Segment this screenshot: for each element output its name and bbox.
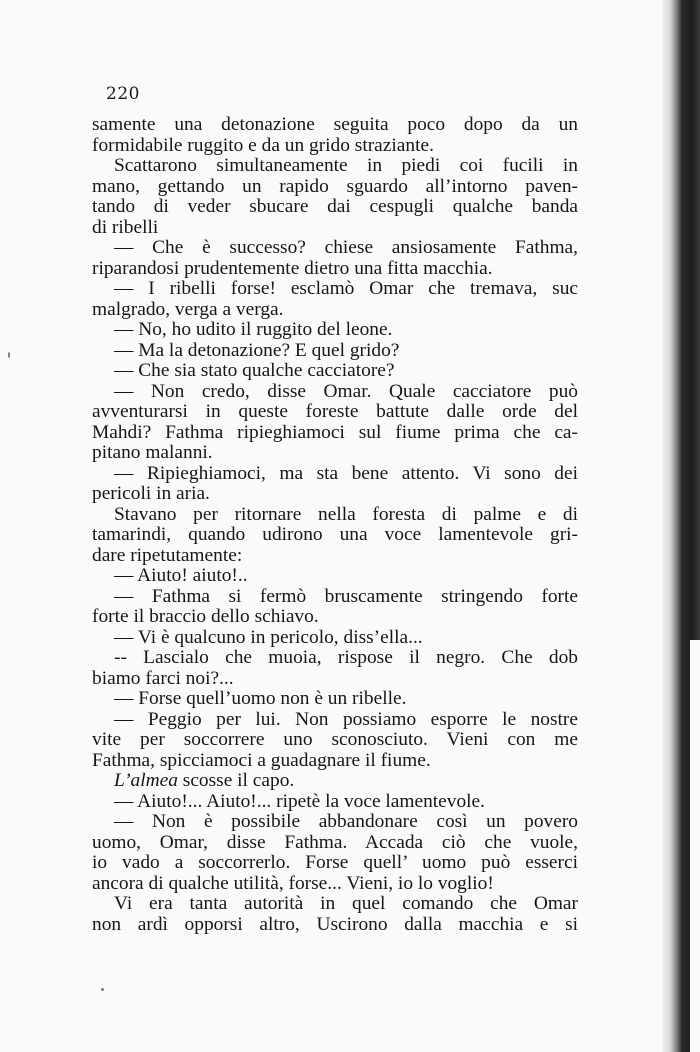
text-line: — No, ho udito il ruggito del leone. (114, 319, 393, 340)
text-line: vite per soccorrere uno sconosciuto. Vieni con me (92, 729, 578, 750)
page-edge (690, 640, 700, 1052)
text-line: dare ripetutamente: (92, 544, 243, 566)
text-line: — Ripieghiamoci, ma sta bene attento. Vi sono dei (114, 462, 578, 484)
text-line (92, 771, 578, 792)
text-line: Mahdi? Fathma ripieghiamoci sul fiume prima che ca- (92, 421, 578, 443)
text-line: io vado a soccorrerlo. Forse quell’ uomo può esserci (92, 852, 578, 873)
text-line: Scattarono simultaneamente in piedi coi fucili in (114, 155, 578, 176)
text-line: biamo farci noi?... (92, 667, 234, 689)
text-line: ancora di qualche utilità, forse... Vieni, io lo voglio! (92, 872, 494, 894)
text-line: tando di veder sbucare dai cespugli qualche banda (92, 196, 578, 217)
text-line: Fathma, spicciamoci a guadagnare il fiume. (92, 749, 431, 771)
text-line: — I ribelli forse! esclamò Omar che tremava, suc (114, 278, 578, 299)
text-line: di ribelli (92, 216, 159, 238)
text-line: — Peggio per lui. Non possiamo esporre le nostre (114, 708, 578, 730)
text-line: -- Lascialo che muoia, rispose il negro. Che dob (114, 647, 578, 668)
text-line: avventurarsi in queste foreste battute dalle orde del (92, 401, 578, 422)
paper-speck (101, 988, 104, 991)
text-line: uomo, Omar, disse Fathma. Accada ciò che vuole, (92, 831, 578, 853)
text-line: riparandosi prudentemente dietro una fitta macchia. (92, 257, 493, 279)
italic-word: L’almea (114, 770, 178, 791)
text-line: formidabile ruggito e da un grido straziante. (92, 134, 434, 156)
text-line: tamarindi, quando udirono una voce lamentevole gri- (92, 524, 578, 545)
page-number: 220 (106, 84, 140, 104)
text-line: — Ma la detonazione? E quel grido? (114, 339, 400, 361)
text-line: — Aiuto!... Aiuto!... ripetè la voce lamentevole. (114, 790, 486, 812)
text-line: malgrado, verga a verga. (92, 298, 284, 320)
body-text (92, 115, 578, 935)
text-line: — Aiuto! aiuto!.. (114, 565, 248, 586)
text-line: non ardì opporsi altro, Uscirono dalla macchia e si (92, 913, 578, 935)
text-line: samente una detonazione seguita poco dopo da un (92, 114, 578, 135)
text-line: pitano malanni. (92, 442, 213, 463)
text-line: — Vi è qualcuno in pericolo, diss’ella... (114, 626, 423, 648)
text-line: pericoli in aria. (92, 483, 210, 504)
text-line: — Che sia stato qualche cacciatore? (114, 360, 395, 381)
text-line: — Non è possibile abbandonare così un povero (114, 811, 578, 832)
text-line: — Forse quell’uomo non è un ribelle. (114, 688, 407, 709)
text-line: forte il braccio dello schiavo. (92, 606, 319, 627)
text-line: Stavano per ritornare nella foresta di palme e di (114, 503, 578, 525)
text-line: — Fathma si fermò bruscamente stringendo forte (114, 585, 578, 607)
text-line: mano, gettando un rapido sguardo all’intorno paven- (92, 175, 578, 197)
text-line: — Non credo, disse Omar. Quale cacciatore può (114, 380, 578, 402)
paper-speck (8, 352, 10, 358)
text-line: Vi era tanta autorità in quel comando che Omar (114, 893, 578, 914)
text-line-rest: scosse il capo. (177, 770, 295, 791)
text-line: — Che è successo? chiese ansiosamente Fathma, (114, 237, 578, 258)
